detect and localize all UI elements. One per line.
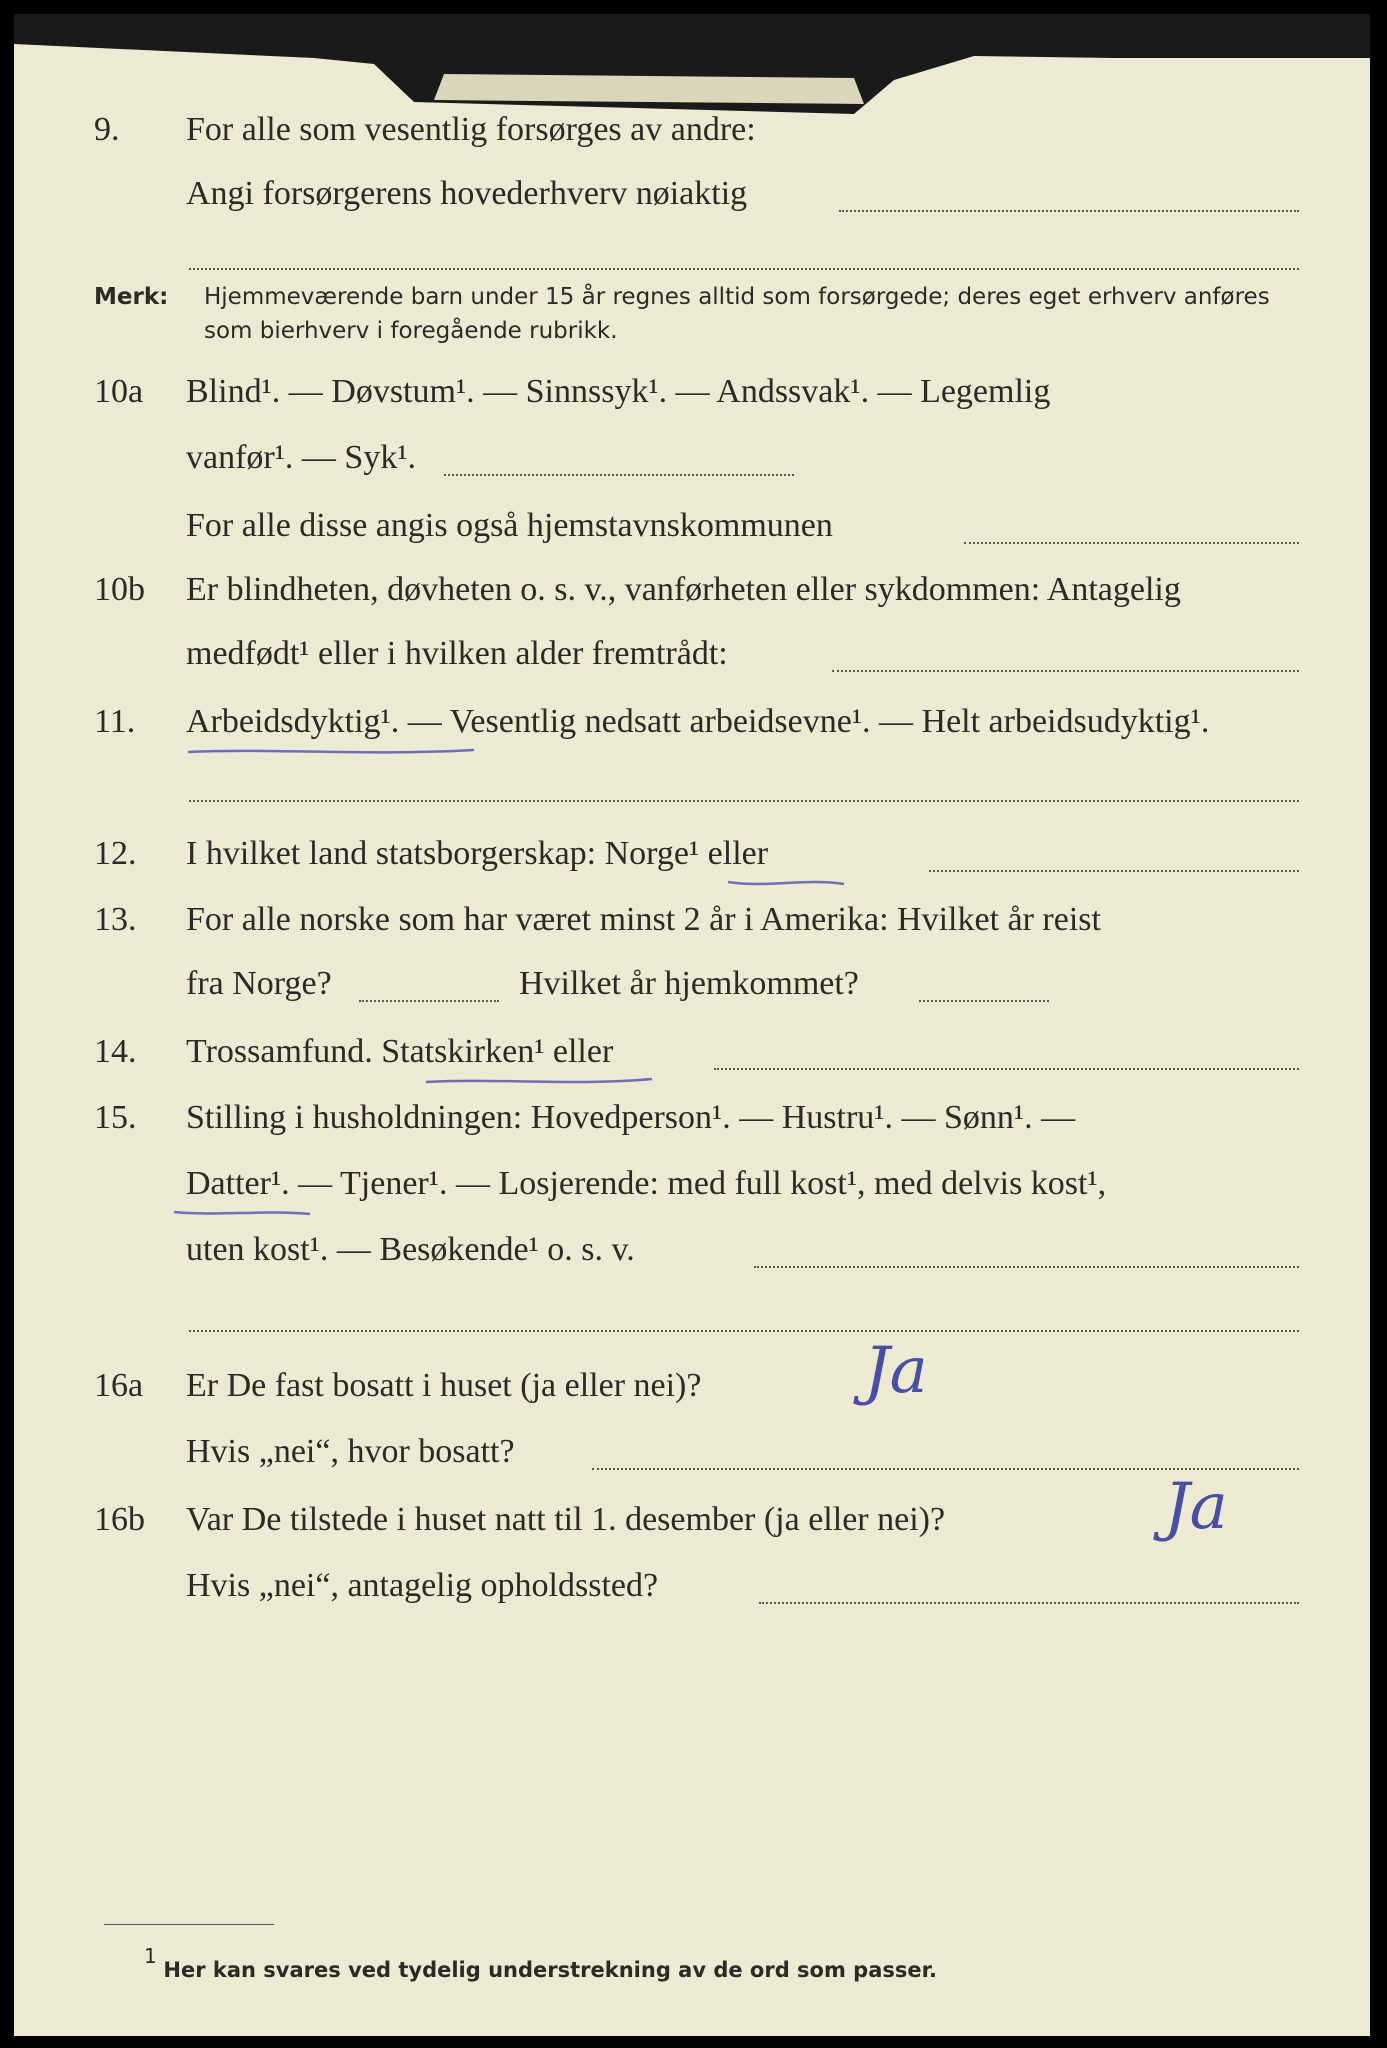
answer-line[interactable]	[832, 670, 1299, 672]
question-text: Er blindheten, døvheten o. s. v., vanførheten eller sykdommen: Antagelig	[186, 571, 1181, 608]
question-text: For alle disse angis også hjemstavnskommunen	[186, 507, 833, 544]
footnote-text: Her kan svares ved tydelig understrekning av de ord som passer.	[163, 1958, 937, 1982]
question-text: Arbeidsdyktig¹. — Vesentlig nedsatt arbeidsevne¹. — Helt arbeidsudyktig¹.	[186, 703, 1210, 740]
handwritten-underline	[726, 876, 846, 890]
note-text: Hjemmeværende barn under 15 år regnes alltid som forsørgede; deres eget erhverv anføres som bierhverv i foregående rubrikk.	[204, 284, 1270, 344]
handwritten-answer: Ja	[1164, 1470, 1228, 1544]
question-number: 13.	[94, 901, 137, 938]
question-number: 11.	[94, 703, 136, 740]
question-text: I hvilket land statsborgerskap: Norge¹ eller	[186, 835, 769, 872]
question-text: Hvilket år hjemkommet?	[519, 965, 859, 1002]
question-text: Hvis „nei“, hvor bosatt?	[186, 1433, 515, 1470]
handwritten-underline	[172, 1206, 312, 1220]
question-number: 12.	[94, 835, 137, 872]
question-text: vanfør¹. — Syk¹.	[186, 439, 417, 476]
handwritten-underline	[424, 1074, 654, 1088]
census-form-page	[14, 14, 1370, 2036]
question-number: 9.	[94, 111, 120, 148]
question-number: 14.	[94, 1033, 137, 1070]
question-text: Stilling i husholdningen: Hovedperson¹. — Hustru¹. — Sønn¹. —	[186, 1099, 1076, 1136]
question-number: 16b	[94, 1501, 145, 1538]
answer-line[interactable]	[714, 1068, 1299, 1070]
question-text: uten kost¹. — Besøkende¹ o. s. v.	[186, 1231, 635, 1268]
footnote-mark: 1	[144, 1944, 157, 1968]
question-text: Blind¹. — Døvstum¹. — Sinnssyk¹. — Andssvak¹. — Legemlig	[186, 373, 1051, 410]
question-number: 16a	[94, 1367, 144, 1404]
note-merk	[94, 280, 1320, 360]
question-text: For alle norske som har været minst 2 år i Amerika: Hvilket år reist	[186, 901, 1101, 938]
note-label: Merk:	[94, 284, 169, 310]
answer-line[interactable]	[189, 268, 1299, 270]
answer-line[interactable]	[189, 800, 1299, 802]
question-text: For alle som vesentlig forsørges av andre:	[186, 111, 756, 148]
footnote	[144, 1944, 937, 1982]
answer-line[interactable]	[189, 1330, 1299, 1332]
question-text: Angi forsørgerens hovederhverv nøiaktig	[186, 175, 748, 212]
answer-line[interactable]	[964, 542, 1299, 544]
question-text: Hvis „nei“, antagelig opholdssted?	[186, 1567, 659, 1604]
question-text: fra Norge?	[186, 965, 332, 1002]
answer-line[interactable]	[919, 1000, 1049, 1002]
question-text: Var De tilstede i huset natt til 1. desember (ja eller nei)?	[186, 1501, 946, 1538]
answer-line[interactable]	[929, 870, 1299, 872]
question-text: medfødt¹ eller i hvilken alder fremtrådt:	[186, 635, 728, 672]
handwritten-answer: Ja	[864, 1334, 928, 1408]
answer-line[interactable]	[359, 1000, 499, 1002]
answer-line[interactable]	[754, 1266, 1299, 1268]
question-number: 10a	[94, 373, 144, 410]
answer-line[interactable]	[444, 474, 794, 476]
handwritten-underline	[186, 744, 476, 758]
question-number: 10b	[94, 571, 145, 608]
footnote-rule	[104, 1924, 274, 1925]
answer-line[interactable]	[759, 1602, 1299, 1604]
question-text: Er De fast bosatt i huset (ja eller nei)?	[186, 1367, 702, 1404]
torn-top-edge	[14, 14, 1370, 124]
question-text: Trossamfund. Statskirken¹ eller	[186, 1033, 614, 1070]
answer-line[interactable]	[839, 210, 1299, 212]
question-number: 15.	[94, 1099, 137, 1136]
question-text: Datter¹. — Tjener¹. — Losjerende: med full kost¹, med delvis kost¹,	[186, 1165, 1107, 1202]
